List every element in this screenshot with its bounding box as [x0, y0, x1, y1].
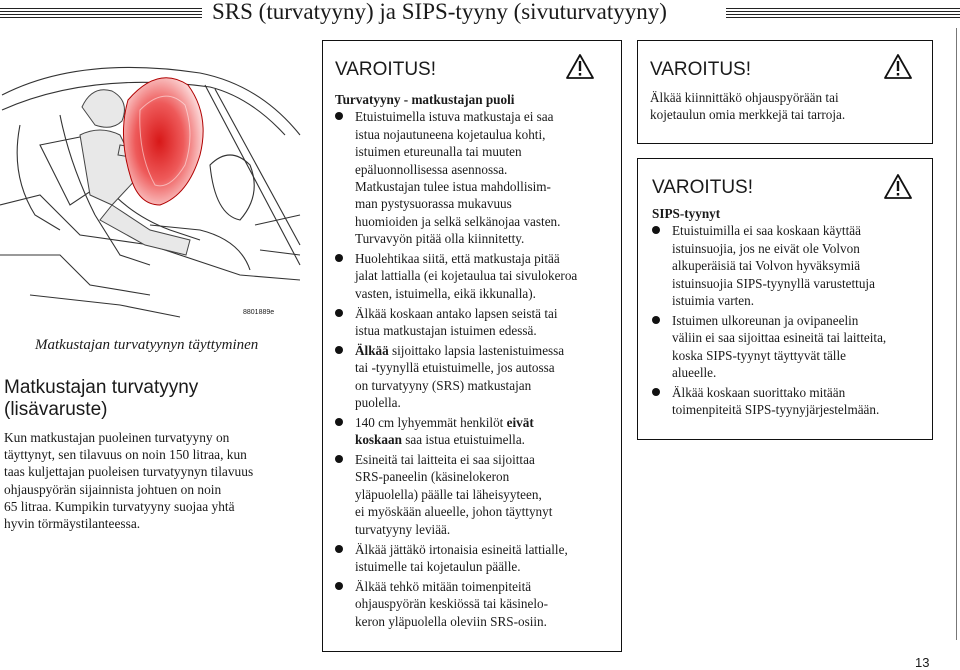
section-body — [4, 429, 304, 532]
airbag-illustration — [0, 55, 305, 320]
warning-title: VAROITUS! — [335, 59, 436, 80]
passenger-head — [82, 90, 124, 128]
warning-triangle-icon — [565, 53, 595, 80]
list-item: Etuistuimilla ei saa koskaan käyttää istuinsuojia, jos ne eivät ole Volvon alkuperäisiä tai Volvon hyväksymiä istuinsuojia SIPS-tyynyllä varustettuja istuimia varten. — [652, 222, 928, 309]
bullet-icon — [652, 388, 660, 396]
page-title: SRS (turvatyyny) ja SIPS-tyyny (sivuturvatyyny) — [212, 0, 667, 24]
warning-box-passenger — [322, 40, 622, 652]
warning-title: VAROITUS! — [652, 177, 753, 198]
bullet-icon — [335, 112, 343, 120]
bullet-icon — [335, 254, 343, 262]
warning-triangle-icon — [883, 173, 913, 200]
warning-subtitle: SIPS-tyynyt — [652, 206, 721, 221]
bullet-icon — [335, 418, 343, 426]
figure-caption: Matkustajan turvatyynyn täyttyminen — [35, 337, 259, 353]
body-line: ohjauspyörän sijainnista johtuen on noin — [4, 481, 222, 497]
warning-body — [335, 91, 617, 632]
list-item: Älkää tehkö mitään toimenpiteitä ohjauspyörän keskiössä tai käsinelo- keron yläpuolella oleviin SRS-osiin. — [335, 578, 617, 630]
list-item: Älkää koskaan suorittako mitään toimenpiteitä SIPS-tyynyjärjestelmään. — [652, 384, 928, 419]
list-item: Esineitä tai laitteita ei saa sijoittaa SRS-paneelin (käsinelokeron yläpuolella) päälle tai läheisyyteen, ei myöskään alueelle, johon täyttynyt turvatyyny leviää. — [335, 451, 617, 538]
passenger-legs — [100, 205, 190, 255]
header-rule-right — [726, 8, 960, 18]
bullet-icon — [652, 316, 660, 324]
page-header — [0, 0, 960, 26]
list-item: Etuistuimella istuva matkustaja ei saa istua nojautuneena kojetaulua kohti, istuimen etureunalla tai muuten epäluonnollisessa asennossa. Matkustajan tulee istua mahdollisim- man pystysuorassa mukavuus huomioiden ja selkä selkänojaa vasten. Turvavyön pitää olla kiinnitetty. — [335, 108, 617, 247]
bullet-icon — [335, 455, 343, 463]
car-interior-drawing — [0, 55, 305, 320]
warning-title: VAROITUS! — [650, 59, 751, 80]
body-line: Kun matkustajan puoleinen turvatyyny on — [4, 430, 230, 445]
bullet-icon — [335, 545, 343, 553]
list-item: 140 cm lyhyemmät henkilöt eivät koskaan saa istua etuistuimella. — [335, 414, 617, 449]
warning-body: Älkää kiinnittäkö ohjauspyörään tai kojetaulun omia merkkejä tai tarroja. — [650, 90, 846, 123]
list-item: Älkää sijoittako lapsia lastenistuimessa tai -tyynyllä etuistuimelle, jos autossa on turvatyyny (SRS) matkustajan puolella. — [335, 342, 617, 412]
list-item: Älkää koskaan antako lapsen seistä tai istua matkustajan istuimen edessä. — [335, 305, 617, 340]
body-line: taas kuljettajan puoleisen turvatyynyn tilavuus — [4, 464, 254, 480]
bullet-icon — [335, 346, 343, 354]
bullet-icon — [335, 309, 343, 317]
warning-box-sips — [637, 158, 933, 440]
warning-subtitle: Turvatyyny - matkustajan puoli — [335, 92, 515, 107]
bullet-icon — [335, 582, 343, 590]
heading-line: Matkustajan turvatyyny — [4, 377, 199, 398]
header-rule-left — [0, 8, 202, 18]
figure-code: 8801889e — [243, 309, 275, 316]
section-heading — [4, 377, 304, 421]
body-line: 65 litraa. Kumpikin turvatyyny suojaa yhtä — [4, 498, 235, 514]
bullet-icon — [652, 226, 660, 234]
body-line: hyvin törmäystilanteessa. — [4, 516, 141, 532]
warning-box-labels — [637, 40, 933, 144]
list-item: Älkää jättäkö irtonaisia esineitä lattialle, istuimelle tai kojetaulun päälle. — [335, 541, 617, 576]
page-edge-line — [956, 28, 957, 640]
warning-triangle-icon — [883, 53, 913, 80]
body-line: täyttynyt, sen tilavuus on noin 150 litraa, kun — [4, 447, 247, 463]
list-item: Istuimen ulkoreunan ja ovipaneelin väliin ei saa sijoittaa esineitä tai laitteita, koska SIPS-tyynyt täyttyvät tälle alueelle. — [652, 312, 928, 382]
heading-line: (lisävaruste) — [4, 399, 108, 420]
warning-body — [652, 205, 928, 421]
list-item: Huolehtikaa siitä, että matkustaja pitää jalat lattialla (ei kojetaulua tai sivulokeroa vasten, istuimella, eikä ikkunalla). — [335, 250, 617, 302]
page-number: 13 — [915, 655, 930, 670]
